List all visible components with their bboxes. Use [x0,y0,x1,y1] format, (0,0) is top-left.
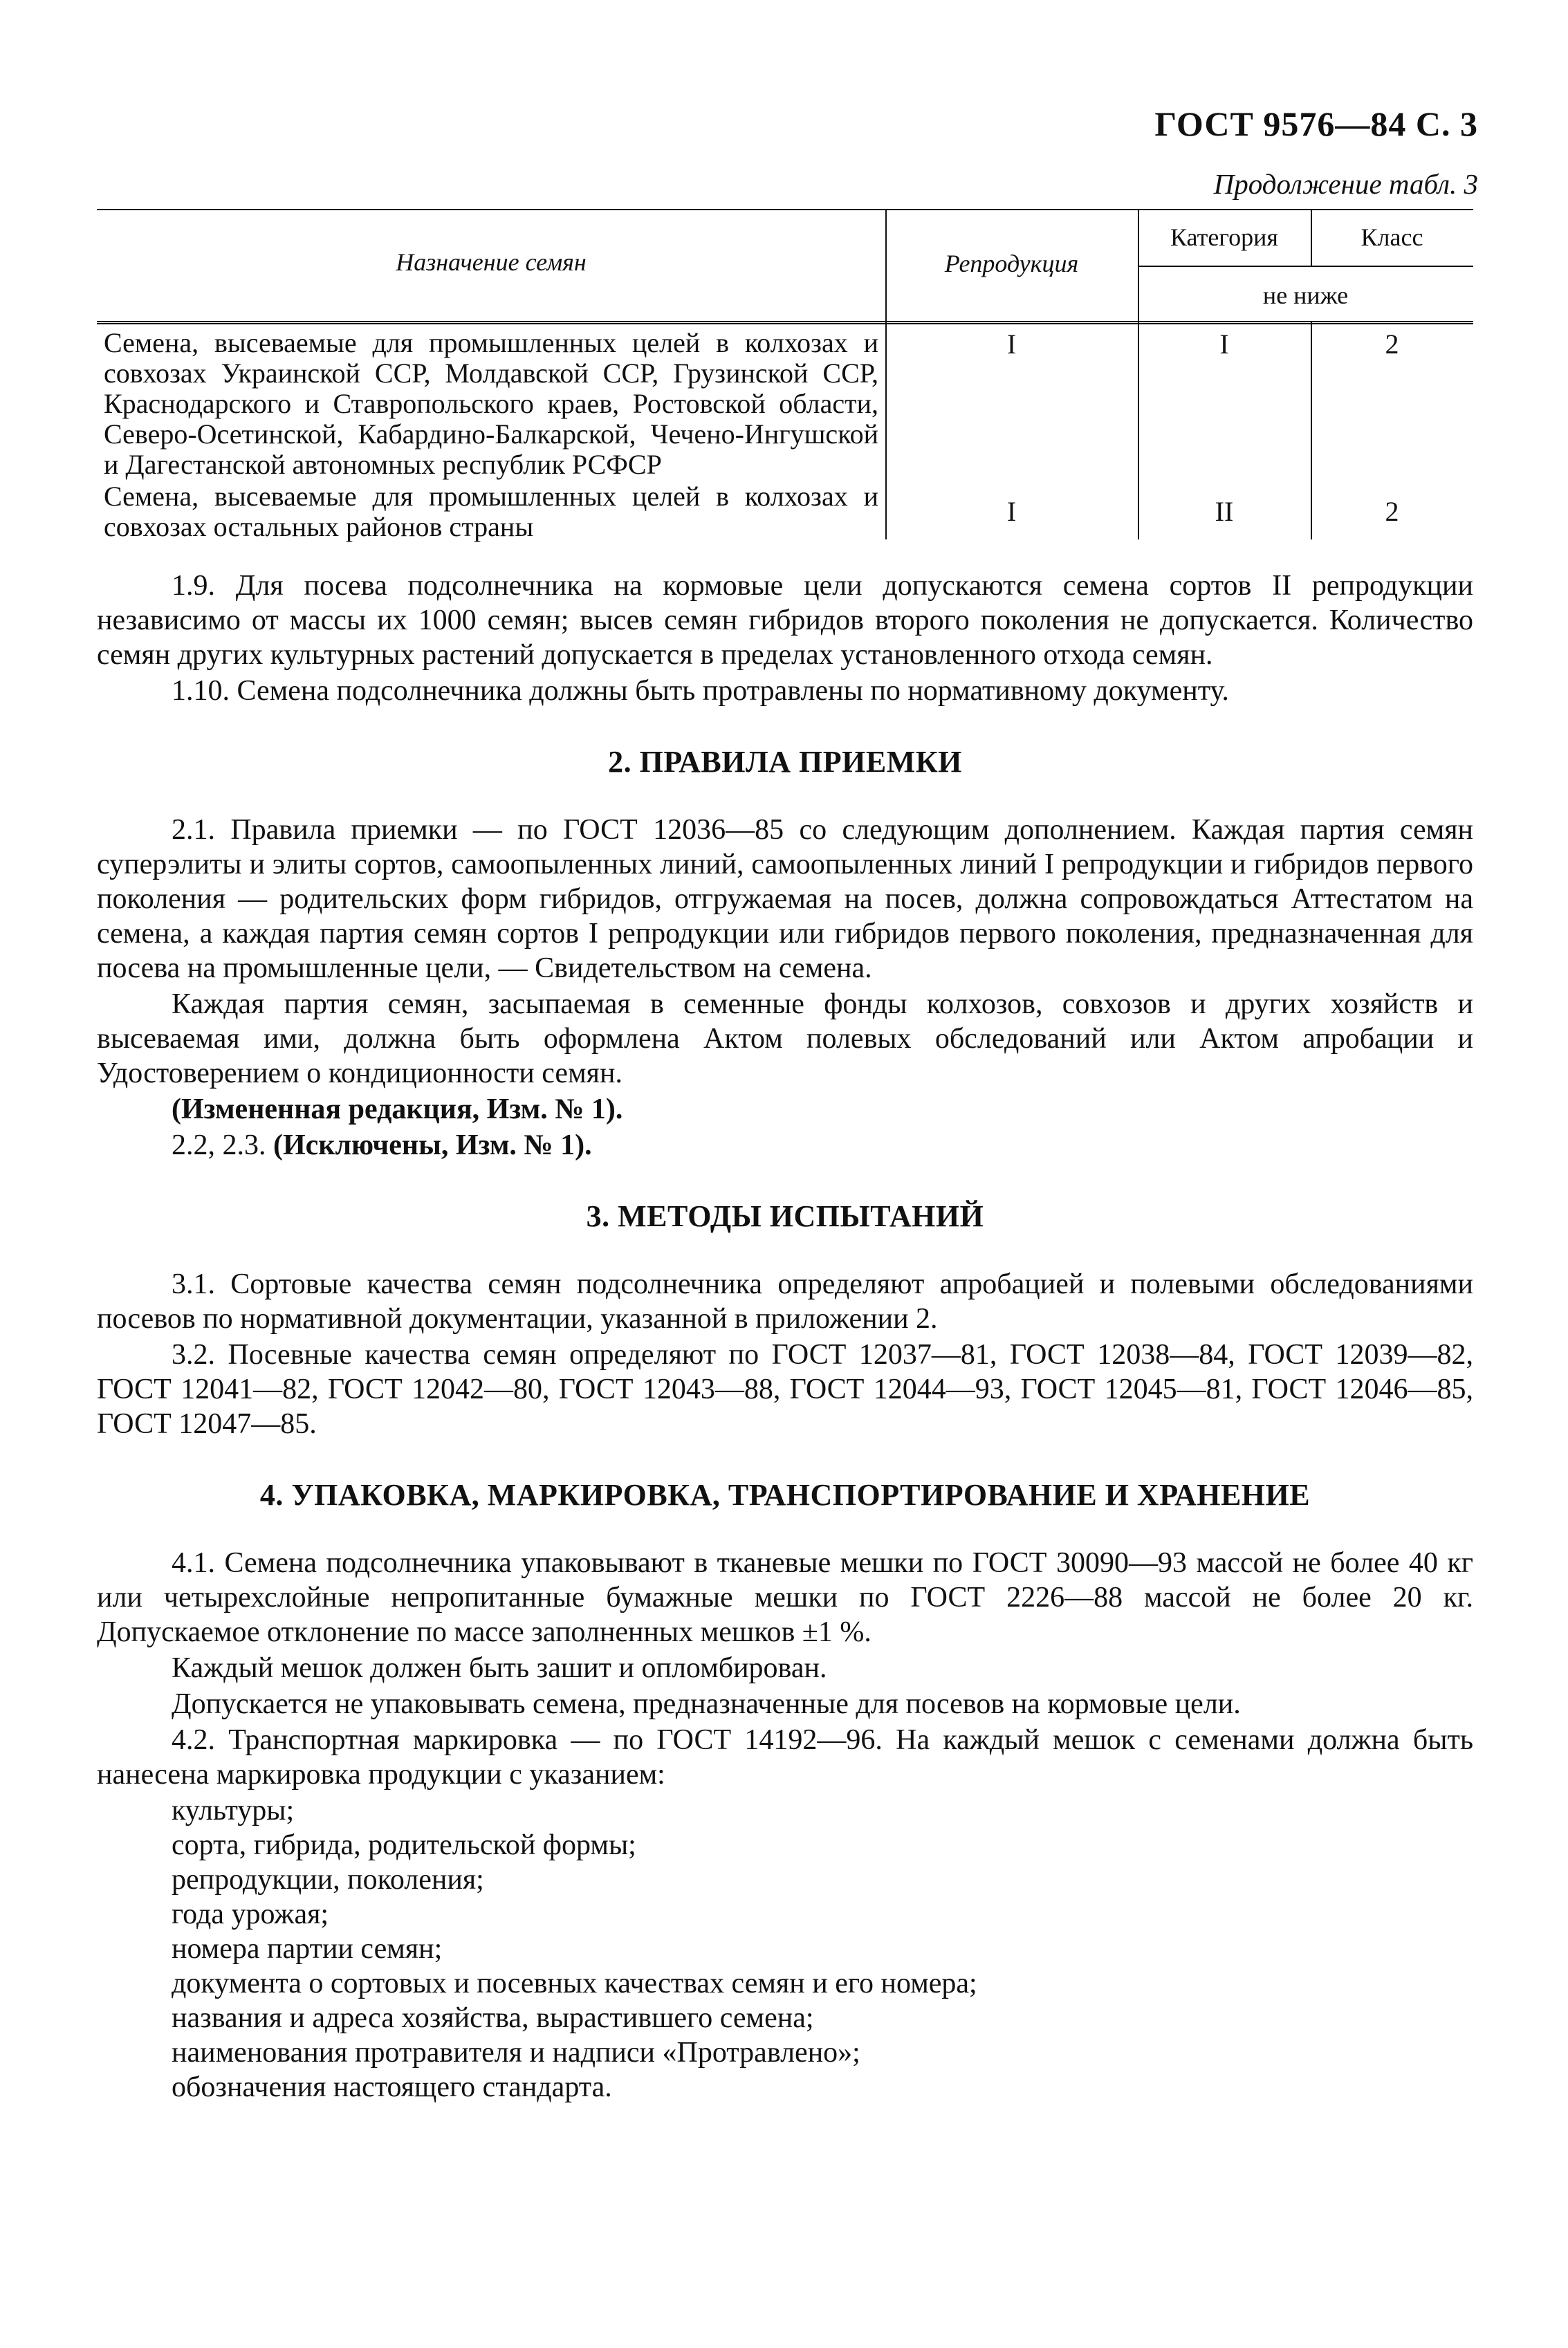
row1-purpose: Семена, высеваемые для промышленных целей в колхозах и совхозах Украинской ССР, Молдавской ССР, Грузинской ССР, Краснодарского и Ставропольского краев, Ростовской области, Северо-Осетинской, Кабардино-Балкарской, Чечено-Ингушской и Дагестанской автономных республик РСФСР [104,327,878,480]
table-col-divider-2 [1138,209,1139,539]
row2-class: 2 [1385,496,1399,527]
th-reproduction: Репродукция [944,250,1079,277]
row1-reproduction: I [1006,329,1017,360]
marking-list [97,1793,1473,2105]
table-subheader-line [1138,266,1473,267]
th-purpose: Назначение семян [396,248,587,276]
section-3-heading: 3. МЕТОДЫ ИСПЫТАНИЙ [586,1199,984,1233]
table-continuation-label: Продолжение табл. 3 [1213,168,1478,200]
row1-class: 2 [1385,329,1399,360]
list-item: сорта, гибрида, родительской формы; [172,1829,636,1861]
para-2-2-prefix: 2.2, 2.3. [172,1129,266,1161]
list-item: названия и адреса хозяйства, вырастившего семена; [172,2002,814,2034]
list-item: культуры; [172,1795,295,1827]
para-4-2: 4.2. Транспортная маркировка — по ГОСТ 14192—96. На каждый мешок с семенами должна быть нанесена маркировка продукции с указанием: [97,1724,1473,1791]
list-item: года урожая; [172,1898,329,1930]
para-4-1c: Допускается не упаковывать семена, предназначенные для посевов на кормовые цели. [172,1688,1241,1720]
para-4-1b: Каждый мешок должен быть зашит и опломбирован. [172,1652,827,1684]
table-header-bottom-border [97,321,1473,324]
para-1-10: 1.10. Семена подсолнечника должны быть протравлены по нормативному документу. [172,675,1229,707]
para-2-2-note: (Исключены, Изм. № 1). [273,1129,592,1161]
para-2-1: 2.1. Правила приемки — по ГОСТ 12036—85 со следующим дополнением. Каждая партия семян суперэлиты и элиты сортов, самоопыленных линий, самоопыленных линий I репродукции и гибридов первого поколения — родительских форм гибридов, отгружаемая на посев, должна сопровождаться Аттестатом на семена, а каждая партия семян сортов I репродукции или гибридов первого поколения, предназначенная для посева на промышленные цели, — Свидетельством на семена. [97,814,1473,984]
list-item: документа о сортовых и посевных качествах семян и его номера; [172,1968,977,1999]
para-1-9: 1.9. Для посева подсолнечника на кормовые цели допускаются семена сортов II репродукции независимо от массы их 1000 семян; высев семян гибридов второго поколения не допускается. Количество семян других культурных растений допускается в пределах установленного отхода семян. [97,570,1473,671]
th-category: Категория [1170,223,1278,251]
row1-category: I [1219,329,1229,360]
row2-category: II [1215,496,1234,527]
para-2-1b: Каждая партия семян, засыпаемая в семенные фонды колхозов, совхозов и других хозяйств и высеваемая ими, должна быть оформлена Актом полевых обследований или Актом апробации и Удостоверением о кондиционности семян. [97,988,1473,1089]
para-3-2: 3.2. Посевные качества семян определяют по ГОСТ 12037—81, ГОСТ 12038—84, ГОСТ 12039—82, ГОСТ 12041—82, ГОСТ 12042—80, ГОСТ 12043—88, ГОСТ 12044—93, ГОСТ 12045—81, ГОСТ 12046—85, ГОСТ 12047—85. [97,1339,1473,1440]
list-item: обозначения настоящего стандарта. [172,2071,612,2103]
para-4-1: 4.1. Семена подсолнечника упаковывают в тканевые мешки по ГОСТ 30090—93 массой не более 40 кг или четырехслойные непропитанные бумажные мешки по ГОСТ 2226—88 массой не более 20 кг. Допускаемое отклонение по массе заполненных мешков ±1 %. [97,1547,1473,1648]
list-item: репродукции, поколения; [172,1864,484,1896]
row2-purpose: Семена, высеваемые для промышленных целей в колхозах и совхозах остальных районов страны [104,481,878,542]
row2-reproduction: I [1006,496,1017,527]
table-top-border [97,209,1473,210]
th-not-lower: не ниже [1262,281,1349,309]
body-text [97,568,1473,2105]
section-2-heading: 2. ПРАВИЛА ПРИЕМКИ [608,745,962,779]
th-class: Класс [1361,223,1423,251]
section-4-heading: 4. УПАКОВКА, МАРКИРОВКА, ТРАНСПОРТИРОВАНИЕ И ХРАНЕНИЕ [259,1478,1311,1512]
list-item: номера партии семян; [172,1933,443,1965]
para-2-change-note: (Измененная редакция, Изм. № 1). [172,1093,623,1125]
para-3-1: 3.1. Сортовые качества семян подсолнечника определяют апробацией и полевыми обследованиями посевов по нормативной документации, указанной в приложении 2. [97,1268,1473,1335]
list-item: наименования протравителя и надписи «Протравлено»; [172,2037,860,2069]
para-2-2 [97,1128,1473,1163]
page-header: ГОСТ 9576—84 С. 3 [1154,104,1478,143]
